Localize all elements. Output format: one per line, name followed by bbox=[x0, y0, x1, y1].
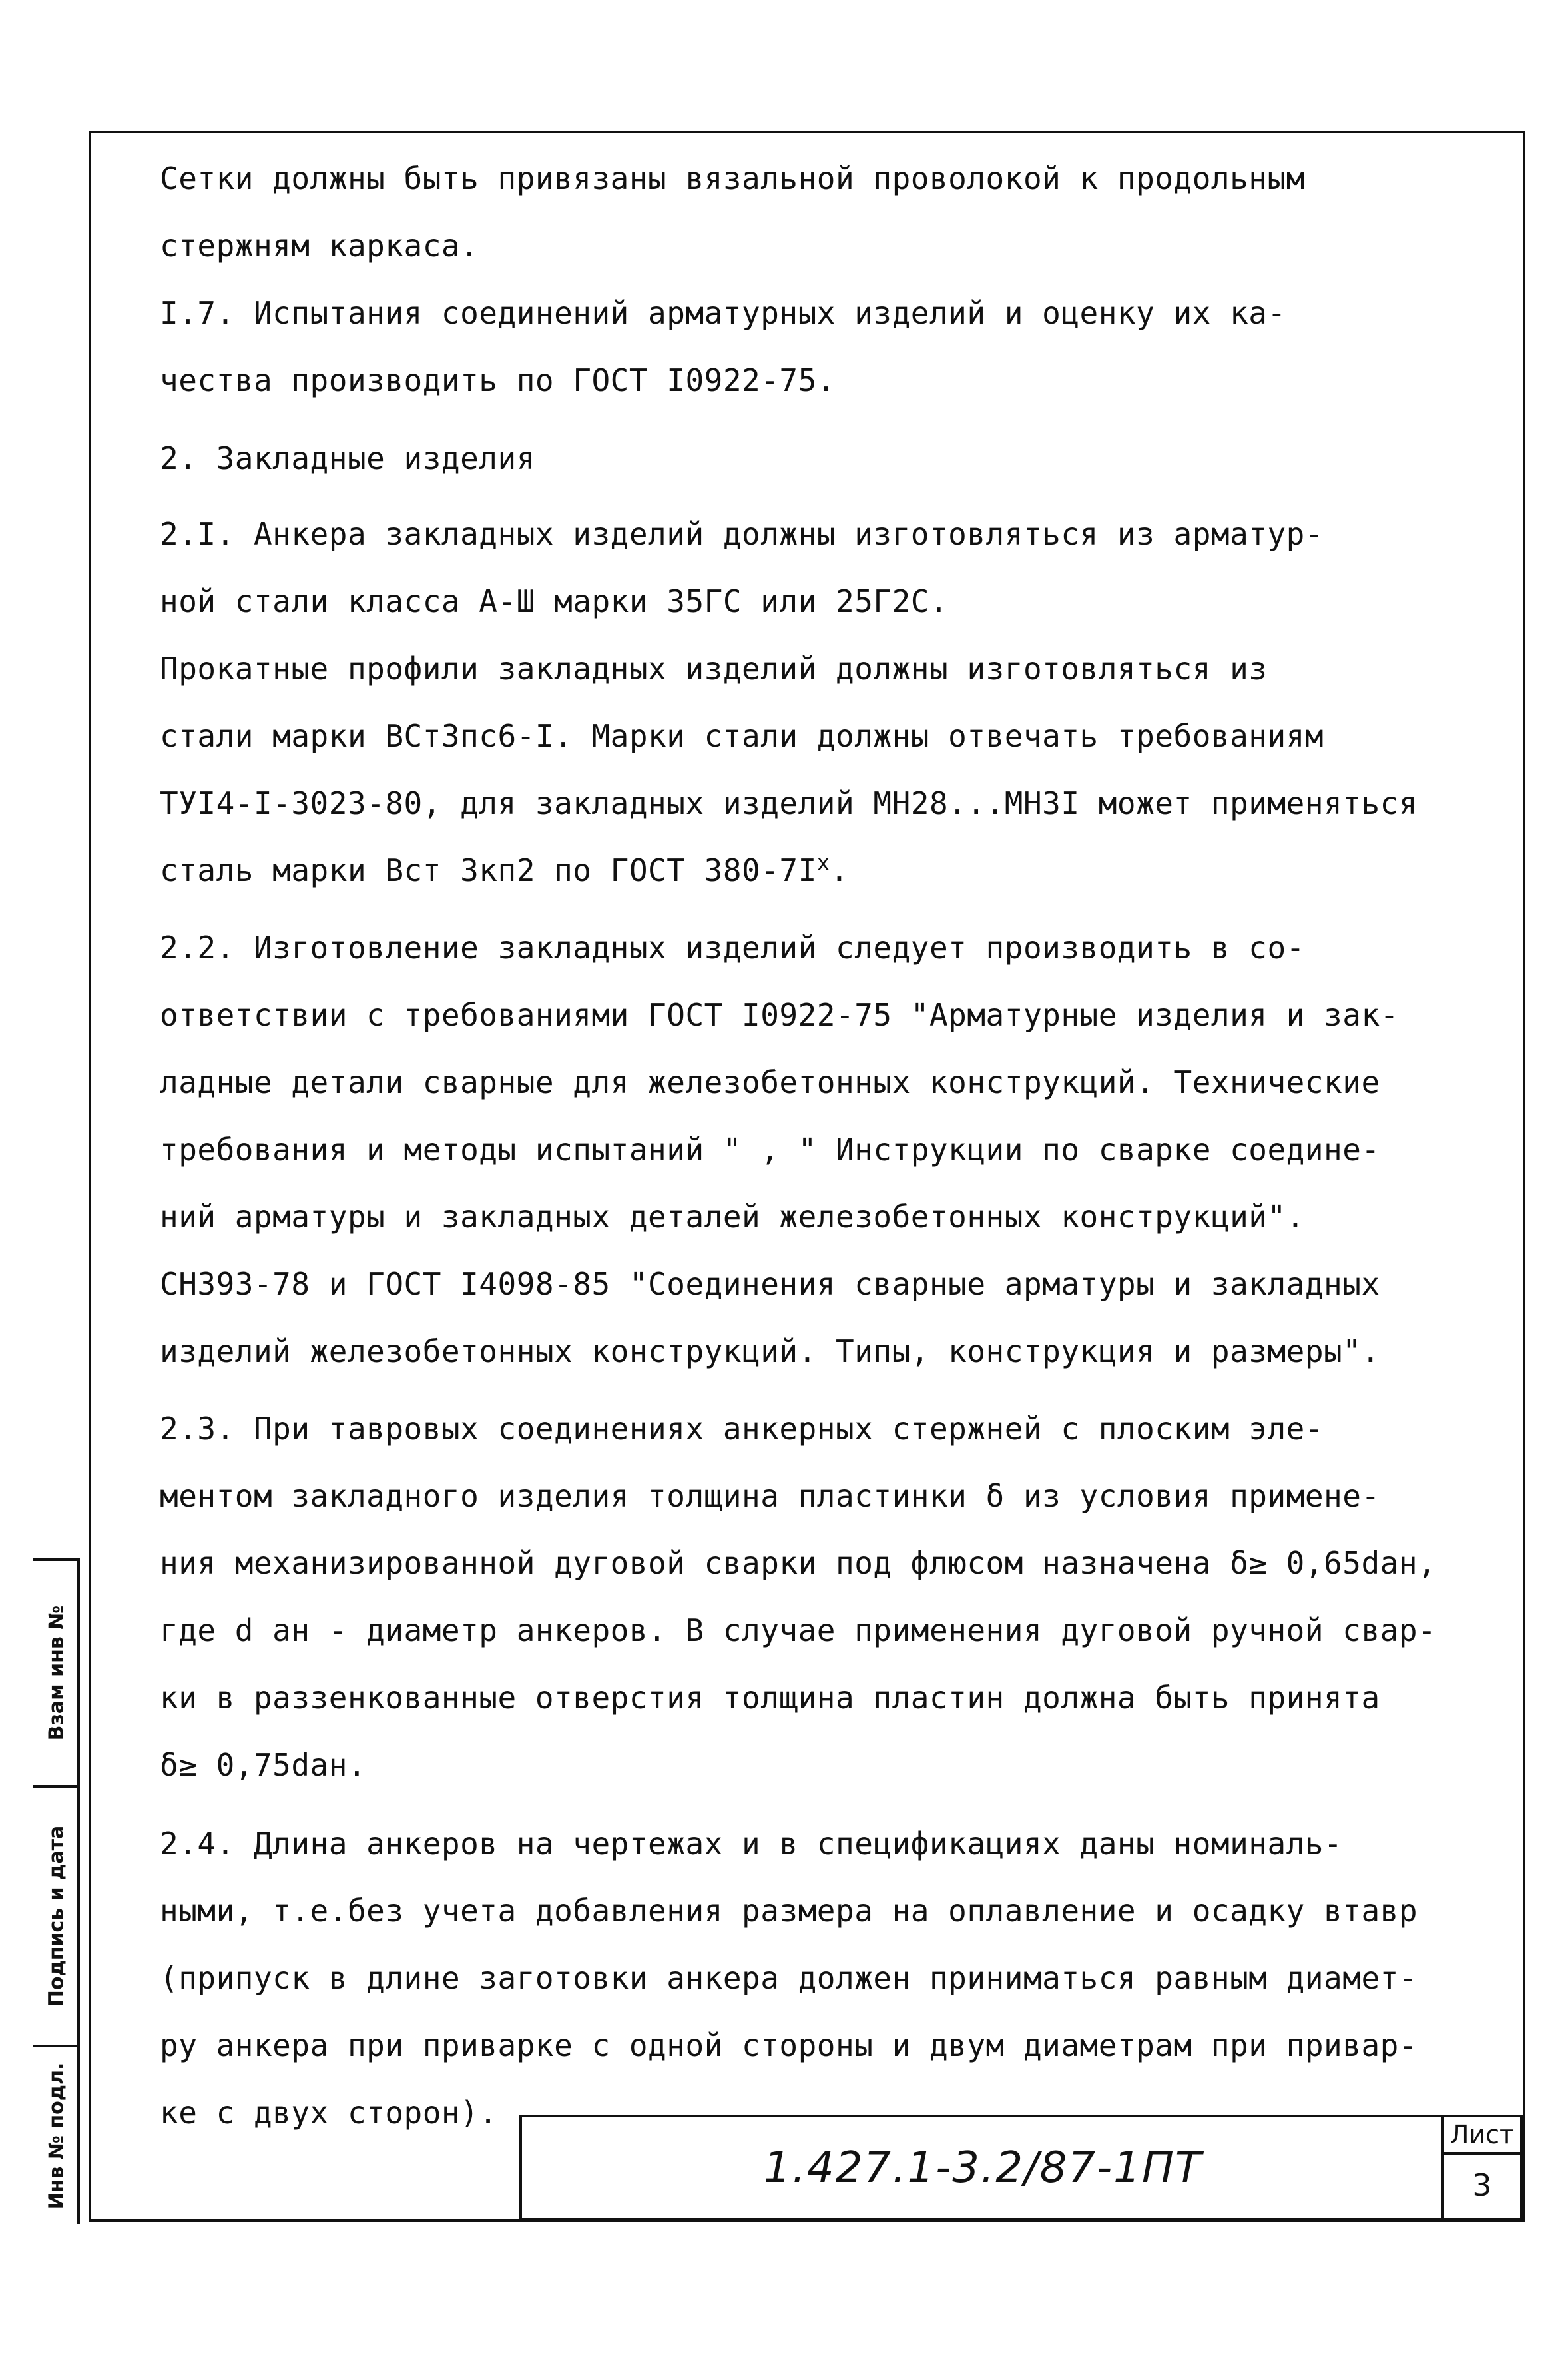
text-line: ментом закладного изделия толщина пластинки δ из условия примене- bbox=[160, 1478, 1380, 1514]
text-line: Сетки должны быть привязаны вязальной проволокой к продольным bbox=[160, 161, 1305, 196]
text-line: ний арматуры и закладных деталей железобетонных конструкций". bbox=[160, 1199, 1305, 1235]
text-line: ТУI4-I-3023-80, для закладных изделий МН28...МН3I может применяться bbox=[160, 785, 1418, 821]
text-line: стержням каркаса. bbox=[160, 228, 479, 264]
text-line: изделий железобетонных конструкций. Типы, конструкция и размеры". bbox=[160, 1333, 1380, 1369]
document-code: 1.427.1-3.2/87-1ПТ bbox=[763, 2143, 1203, 2192]
side-cell-signature bbox=[33, 1785, 80, 2045]
side-cell-original bbox=[33, 2045, 80, 2224]
text-line: δ≥ 0,75dан. bbox=[160, 1747, 367, 1783]
text-line: ния механизированной дуговой сварки под флюсом назначена δ≥ 0,65dан, bbox=[160, 1545, 1437, 1581]
title-stamp bbox=[519, 2115, 1523, 2221]
text-line: СН393-78 и ГОСТ I4098-85 "Соединения сварные арматуры и закладных bbox=[160, 1266, 1380, 1302]
text-line: стали марки ВСт3пс6-I. Марки стали должны отвечать требованиям bbox=[160, 718, 1324, 754]
text-line: сталь марки Вст 3кп2 по ГОСТ $380-7I^х$. bbox=[160, 850, 849, 888]
superscript-mark: х bbox=[816, 850, 830, 876]
sheet-label: Лист bbox=[1444, 2117, 1520, 2155]
text-line: ными, т.е.без учета добавления размера на оплавление и осадку втавр bbox=[160, 1893, 1418, 1929]
text-line: (припуск в длине заготовки анкера должен приниматься равным диамет- bbox=[160, 1960, 1418, 1996]
text-line: чества производить по ГОСТ I0922-75. bbox=[160, 362, 836, 398]
text-line: I.7. Испытания соединений арматурных изделий и оценку их ка- bbox=[160, 295, 1286, 331]
binding-strip bbox=[33, 1558, 80, 2224]
text-line: ответствии с требованиями ГОСТ I0922-75 "Арматурные изделия и зак- bbox=[160, 997, 1399, 1033]
side-label-replacement: Взам инв № bbox=[45, 1605, 69, 1741]
text-line: ке с двух сторон). bbox=[160, 2095, 498, 2131]
text-line: 2.4. Длина анкеров на чертежах и в спецификациях даны номиналь- bbox=[160, 1826, 1343, 1861]
text-line: 2. Закладные изделия bbox=[160, 440, 535, 476]
text-line: 2.2. Изготовление закладных изделий следует производить в со- bbox=[160, 930, 1305, 966]
text-line: ной стали класса А-Ш марки 35ГС или 25Г2С. bbox=[160, 583, 949, 619]
text-line: требования и методы испытаний " , " Инструкции по сварке соедине- bbox=[160, 1132, 1380, 1168]
text-line: 2.3. При тавровых соединениях анкерных стержней с плоским эле- bbox=[160, 1411, 1324, 1447]
text-line: где d ан - диаметр анкеров. В случае применения дуговой ручной свар- bbox=[160, 1612, 1437, 1648]
side-cell-replacement bbox=[33, 1558, 80, 1785]
text-line: Прокатные профили закладных изделий должны изготовляться из bbox=[160, 651, 1268, 687]
sheet-number: 3 bbox=[1472, 2167, 1492, 2203]
text-line: ладные детали сварные для железобетонных конструкций. Технические bbox=[160, 1064, 1380, 1100]
side-label-original: Инв № подл. bbox=[45, 2062, 69, 2210]
text-line: ки в раззенкованные отверстия толщина пластин должна быть принята bbox=[160, 1680, 1380, 1716]
sheet-box bbox=[1441, 2117, 1520, 2218]
text-line: ру анкера при приварке с одной стороны и двум диаметрам при привар- bbox=[160, 2027, 1418, 2063]
text-line: 2.I. Анкера закладных изделий должны изготовляться из арматур- bbox=[160, 516, 1324, 552]
side-label-signature: Подпись и дата bbox=[45, 1825, 69, 2007]
